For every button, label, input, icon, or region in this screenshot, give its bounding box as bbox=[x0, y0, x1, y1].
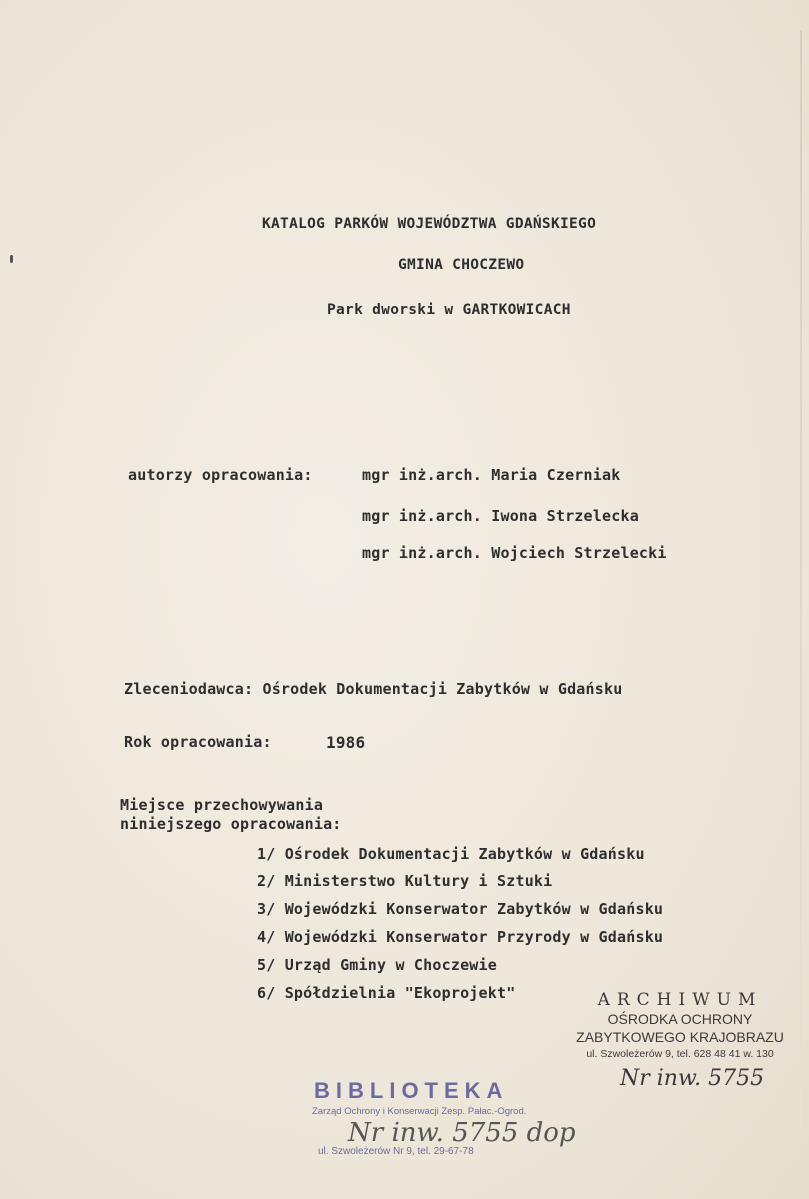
municipality-title: GMINA CHOCZEWO bbox=[398, 257, 525, 273]
storage-item-4: 4/ Wojewódzki Konserwator Przyrody w Gdańsku bbox=[257, 928, 664, 946]
author-2: mgr inż.arch. Iwona Strzelecka bbox=[362, 507, 639, 525]
library-stamp-line1: Zarząd Ochrony i Konserwacji Zesp. Pałac.-Ogrod. bbox=[312, 1106, 527, 1117]
archive-stamp-line1: OŚRODKA OCHRONY bbox=[607, 1011, 753, 1027]
archive-stamp-line2: ZABYTKOWEGO KRAJOBRAZU bbox=[576, 1029, 784, 1045]
storage-item-1: 1/ Ośrodek Dokumentacji Zabytków w Gdańsku bbox=[257, 845, 645, 863]
storage-label-2: niniejszego opracowania: bbox=[120, 815, 342, 833]
paper-speck bbox=[10, 255, 13, 263]
park-title: Park dworski w GARTKOWICACH bbox=[327, 302, 571, 318]
author-3: mgr inż.arch. Wojciech Strzelecki bbox=[362, 544, 667, 562]
library-stamp bbox=[300, 1078, 600, 1157]
archive-stamp-title: ARCHIWUM bbox=[597, 990, 763, 1010]
storage-item-6: 6/ Spółdzielnia "Ekoprojekt" bbox=[257, 984, 516, 1002]
storage-label-1: Miejsce przechowywania bbox=[120, 796, 324, 814]
library-stamp-address: ul. Szwoleżerów Nr 9, tel. 29-67-78 bbox=[318, 1146, 474, 1157]
storage-item-5: 5/ Urząd Gminy w Choczewie bbox=[257, 956, 497, 974]
storage-item-3: 3/ Wojewódzki Konserwator Zabytków w Gdańsku bbox=[257, 900, 664, 918]
authors-label: autorzy opracowania: bbox=[128, 466, 313, 484]
year-value: 1986 bbox=[326, 733, 366, 752]
library-stamp-title: BIBLIOTEKA bbox=[314, 1078, 509, 1103]
catalog-title: KATALOG PARKÓW WOJEWÓDZTWA GDAŃSKIEGO bbox=[262, 216, 597, 232]
commissioner-line: Zleceniodawca: Ośrodek Dokumentacji Zabytków w Gdańsku bbox=[124, 680, 623, 698]
archive-stamp bbox=[560, 990, 800, 1091]
archive-stamp-address: ul. Szwoleżerów 9, tel. 628 48 41 w. 130 bbox=[586, 1048, 774, 1060]
storage-item-2: 2/ Ministerstwo Kultury i Sztuki bbox=[257, 872, 553, 890]
page-edge-shadow bbox=[800, 30, 802, 1130]
year-label: Rok opracowania: bbox=[124, 733, 272, 751]
author-1: mgr inż.arch. Maria Czerniak bbox=[362, 466, 621, 484]
archive-inventory-number: Nr inw. 5755 bbox=[620, 1066, 765, 1091]
library-inventory-number: Nr inw. 5755 dop bbox=[348, 1118, 576, 1148]
